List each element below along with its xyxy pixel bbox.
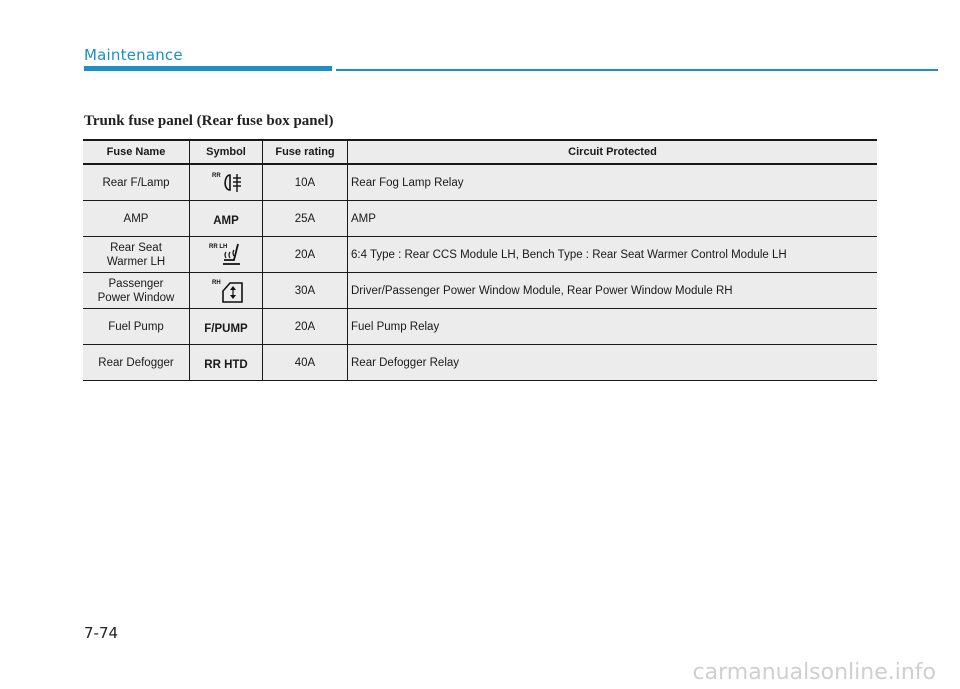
table-row — [83, 345, 877, 381]
fuse-rating: 10A — [263, 164, 348, 201]
rear-fog-lamp-icon — [190, 166, 262, 200]
watermark: carmanualsonline.info — [692, 660, 936, 685]
fuse-symbol — [190, 309, 263, 345]
circuit-protected: Rear Defogger Relay — [348, 345, 878, 381]
symbol-text: AMP — [213, 214, 239, 227]
fuse-table — [83, 139, 877, 381]
power-window-icon — [190, 274, 262, 308]
column-header-symbol: Symbol — [190, 140, 263, 164]
column-header-fuse-name: Fuse Name — [83, 140, 190, 164]
symbol-text: RR HTD — [204, 358, 248, 371]
fuse-symbol — [190, 273, 263, 309]
fuse-symbol — [190, 164, 263, 201]
fuse-rating: 30A — [263, 273, 348, 309]
fuse-name — [83, 237, 190, 273]
fuse-symbol — [190, 345, 263, 381]
table-row — [83, 273, 877, 309]
symbol-label: RH — [212, 279, 221, 286]
table-row — [83, 201, 877, 237]
fuse-name-line: Rear Seat — [110, 241, 162, 254]
table-header-row — [83, 140, 877, 164]
column-header-fuse-rating: Fuse rating — [263, 140, 348, 164]
fuse-name — [83, 273, 190, 309]
header-rule-thick — [84, 66, 332, 71]
fuse-rating: 25A — [263, 201, 348, 237]
circuit-protected: Driver/Passenger Power Window Module, Rear Power Window Module RH — [348, 273, 878, 309]
header-rule-thin — [336, 69, 938, 71]
symbol-label: RR — [212, 172, 221, 179]
seat-warmer-icon — [190, 238, 262, 272]
page-number: 7-74 — [84, 624, 119, 642]
column-header-circuit-protected: Circuit Protected — [348, 140, 878, 164]
table-row — [83, 164, 877, 201]
fuse-name-line: Passenger — [108, 277, 164, 290]
fuse-symbol — [190, 237, 263, 273]
fuse-symbol — [190, 201, 263, 237]
fuse-name: Rear F/Lamp — [83, 164, 190, 201]
fuse-rating: 40A — [263, 345, 348, 381]
table-row — [83, 309, 877, 345]
section-title: Maintenance — [84, 46, 183, 64]
fuse-name: Fuel Pump — [83, 309, 190, 345]
page-heading: Trunk fuse panel (Rear fuse box panel) — [84, 113, 334, 129]
circuit-protected: 6:4 Type : Rear CCS Module LH, Bench Type : Rear Seat Warmer Control Module LH — [348, 237, 878, 273]
fuse-name-line: Power Window — [97, 291, 175, 304]
symbol-text: F/PUMP — [204, 322, 248, 335]
fuse-name: AMP — [83, 201, 190, 237]
circuit-protected: Rear Fog Lamp Relay — [348, 164, 878, 201]
fuse-rating: 20A — [263, 309, 348, 345]
fuse-rating: 20A — [263, 237, 348, 273]
symbol-label: RR LH — [209, 243, 228, 250]
circuit-protected: AMP — [348, 201, 878, 237]
circuit-protected: Fuel Pump Relay — [348, 309, 878, 345]
fuse-name-line: Warmer LH — [106, 255, 166, 268]
fuse-name: Rear Defogger — [83, 345, 190, 381]
table-row — [83, 237, 877, 273]
